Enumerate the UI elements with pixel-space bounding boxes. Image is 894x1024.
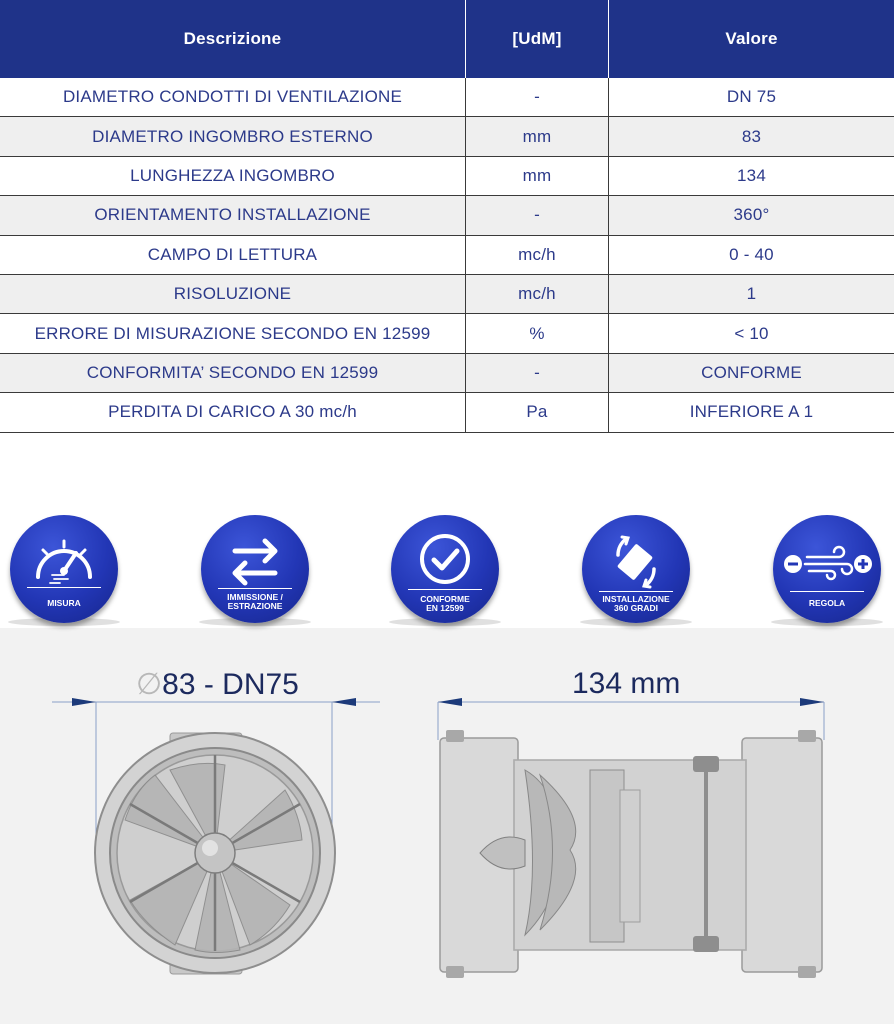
- header-udm: [UdM]: [466, 0, 609, 78]
- cell-descrizione: DIAMETRO CONDOTTI DI VENTILAZIONE: [0, 78, 466, 116]
- cell-valore: 134: [737, 165, 766, 185]
- cell-valore: 1: [746, 284, 757, 304]
- cell-descrizione: ERRORE DI MISURAZIONE SECONDO EN 12599: [0, 314, 466, 352]
- badge-label: IMMISSIONE /: [227, 592, 283, 602]
- cell-descrizione: CONFORMITA’ SECONDO EN 12599: [0, 354, 466, 392]
- header-descrizione: Descrizione: [0, 0, 466, 78]
- badge-label: 360 GRADI: [614, 603, 658, 613]
- front-view-fan: [95, 733, 335, 974]
- badge-installazione: [582, 515, 690, 623]
- table-row: [0, 354, 894, 393]
- badge-label: REGOLA: [808, 598, 846, 608]
- technical-drawing: [0, 628, 894, 1024]
- cell-valore: INFERIORE A 1: [689, 402, 814, 422]
- cell-udm: mm: [466, 157, 609, 195]
- cell-valore: 0 - 40: [729, 244, 774, 264]
- badge-conforme: [391, 515, 499, 623]
- badge-label: CONFORME: [420, 594, 470, 604]
- cell-valore: CONFORME: [701, 362, 802, 382]
- cell-udm: -: [466, 354, 609, 392]
- table-row: [0, 117, 894, 156]
- diameter-icon: ∅: [136, 668, 163, 701]
- cell-descrizione: CAMPO DI LETTURA: [0, 236, 466, 274]
- table-header-row: [0, 0, 894, 78]
- badge-label: EN 12599: [426, 603, 464, 613]
- spec-table: [0, 0, 894, 433]
- cell-descrizione: LUNGHEZZA INGOMBRO: [0, 157, 466, 195]
- table-row: [0, 393, 894, 432]
- table-row: [0, 157, 894, 196]
- badge-divider: [27, 587, 101, 588]
- cell-descrizione: PERDITA DI CARICO A 30 mc/h: [0, 393, 466, 431]
- badge-misura: [10, 515, 118, 623]
- side-view-fan: [440, 730, 822, 978]
- table-row: [0, 236, 894, 275]
- cell-udm: -: [466, 196, 609, 234]
- badge-divider: [218, 588, 292, 589]
- badge-divider: [790, 591, 864, 592]
- cell-valore: 83: [741, 126, 762, 146]
- badge-divider: [408, 589, 482, 590]
- badge-immissione: [201, 515, 309, 623]
- cell-udm: mc/h: [466, 236, 609, 274]
- cell-valore: DN 75: [726, 87, 777, 107]
- cell-descrizione: ORIENTAMENTO INSTALLAZIONE: [0, 196, 466, 234]
- table-row: [0, 78, 894, 117]
- badge-label: ESTRAZIONE: [227, 601, 283, 611]
- badge-label: INSTALLAZIONE: [602, 594, 670, 604]
- cell-udm: %: [466, 314, 609, 352]
- cell-valore: 360°: [733, 205, 770, 225]
- table-row: [0, 314, 894, 353]
- badge-regola: [773, 515, 881, 623]
- badge-divider: [599, 591, 673, 592]
- table-row: [0, 275, 894, 314]
- cell-udm: -: [466, 78, 609, 116]
- side-dimension-line: [438, 698, 824, 740]
- cell-udm: mc/h: [466, 275, 609, 313]
- front-dimension-text: 83 - DN75: [162, 668, 299, 701]
- table-row: [0, 196, 894, 235]
- badge-label: MISURA: [47, 598, 81, 608]
- cell-udm: mm: [466, 117, 609, 155]
- cell-udm: Pa: [466, 393, 609, 431]
- cell-valore: < 10: [734, 323, 769, 343]
- header-valore: Valore: [725, 29, 778, 48]
- side-dimension-label: 134 mm: [572, 667, 681, 700]
- front-dimension-label: [136, 667, 299, 702]
- cell-descrizione: DIAMETRO INGOMBRO ESTERNO: [0, 117, 466, 155]
- cell-descrizione: RISOLUZIONE: [0, 275, 466, 313]
